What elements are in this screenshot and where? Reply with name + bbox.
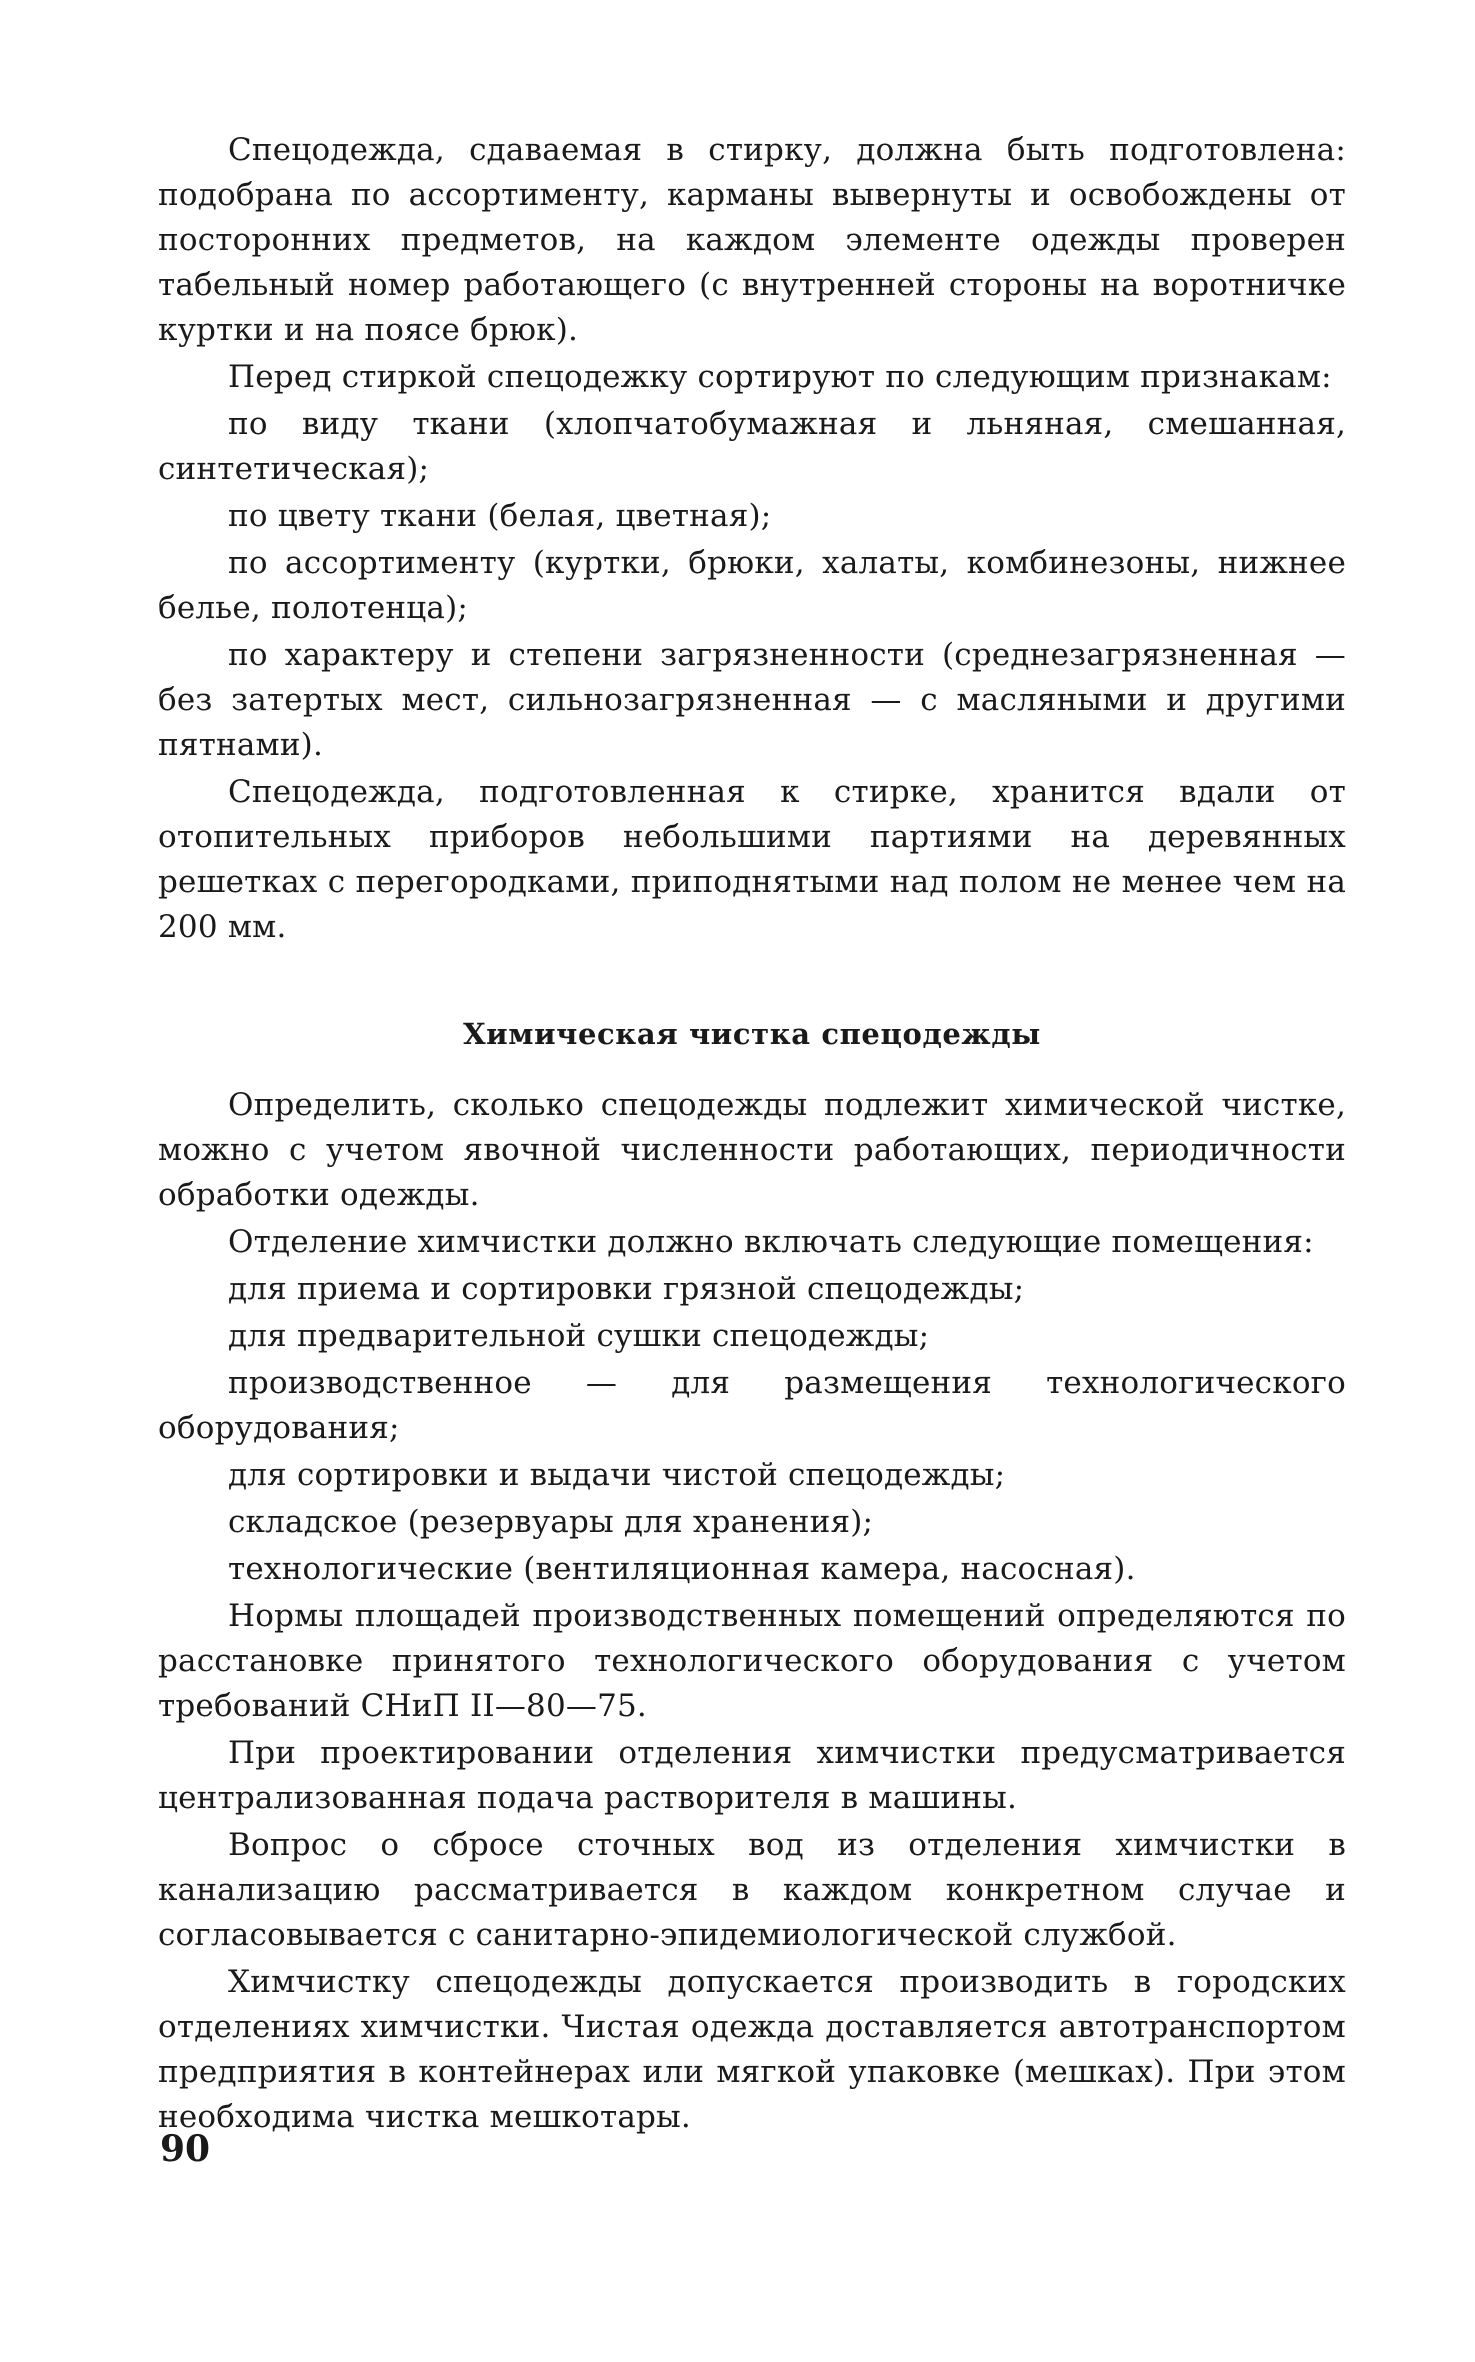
paragraph: Перед стиркой спецодежку сортируют по следующим признакам: — [228, 359, 1332, 395]
paragraph: Нормы площадей производственных помещений определяются по расстановке принятого технологического оборудования с учетом требований СНиП II—80—75. — [158, 1598, 1346, 1724]
list-item: технологические (вентиляционная камера, насосная). — [228, 1551, 1136, 1587]
list-item: по характеру и степени загрязненности (среднезагрязненная — без затертых мест, сильнозагрязненная — с масляными и другими пятнами). — [158, 637, 1346, 763]
paragraph: Спецодежда, подготовленная к стирке, хранится вдали от отопительных приборов небольшими партиями на деревянных решетках с перегородками, приподнятыми над полом не менее чем на 200 мм. — [158, 774, 1346, 945]
list-item: по ассортименту (куртки, брюки, халаты, комбинезоны, нижнее белье, полотенца); — [158, 545, 1346, 626]
section-heading: Химическая чистка спецодежды — [463, 1017, 1041, 1051]
list-item: по цвету ткани (белая, цветная); — [228, 498, 772, 534]
paragraph: Спецодежда, сдаваемая в стирку, должна быть подготовлена: подобрана по ассортименту, карманы вывернуты и освобождены от посторонних предметов, на каждом элементе одежды проверен табельный номер работающего (с внутренней стороны на воротничке куртки и на поясе брюк). — [158, 132, 1346, 348]
page-number: 90 — [160, 2128, 211, 2170]
paragraph: Вопрос о сбросе сточных вод из отделения химчистки в канализацию рассматривается в каждом конкретном случае и согласовывается с санитарно-эпидемиологической службой. — [158, 1827, 1346, 1953]
list-item: для приема и сортировки грязной спецодежды; — [228, 1271, 1025, 1307]
paragraph: При проектировании отделения химчистки предусматривается централизованная подача растворителя в машины. — [158, 1735, 1346, 1816]
list-item: складское (резервуары для хранения); — [228, 1504, 874, 1540]
list-item: для сортировки и выдачи чистой спецодежды; — [228, 1457, 1006, 1493]
list-item: для предварительной сушки спецодежды; — [228, 1318, 930, 1354]
paragraph: Отделение химчистки должно включать следующие помещения: — [228, 1224, 1314, 1260]
paragraph: Химчистку спецодежды допускается производить в городских отделениях химчистки. Чистая одежда доставляется автотранспортом предприятия в контейнерах или мягкой упаковке (мешках). При этом необходима чистка мешкотары. — [158, 1964, 1346, 2135]
list-item: производственное — для размещения технологического оборудования; — [158, 1365, 1346, 1446]
list-item: по виду ткани (хлопчатобумажная и льняная, смешанная, синтетическая); — [158, 406, 1346, 487]
page-body — [158, 128, 1346, 2142]
paragraph: Определить, сколько спецодежды подлежит химической чистке, можно с учетом явочной численности работающих, периодичности обработки одежды. — [158, 1087, 1346, 1213]
